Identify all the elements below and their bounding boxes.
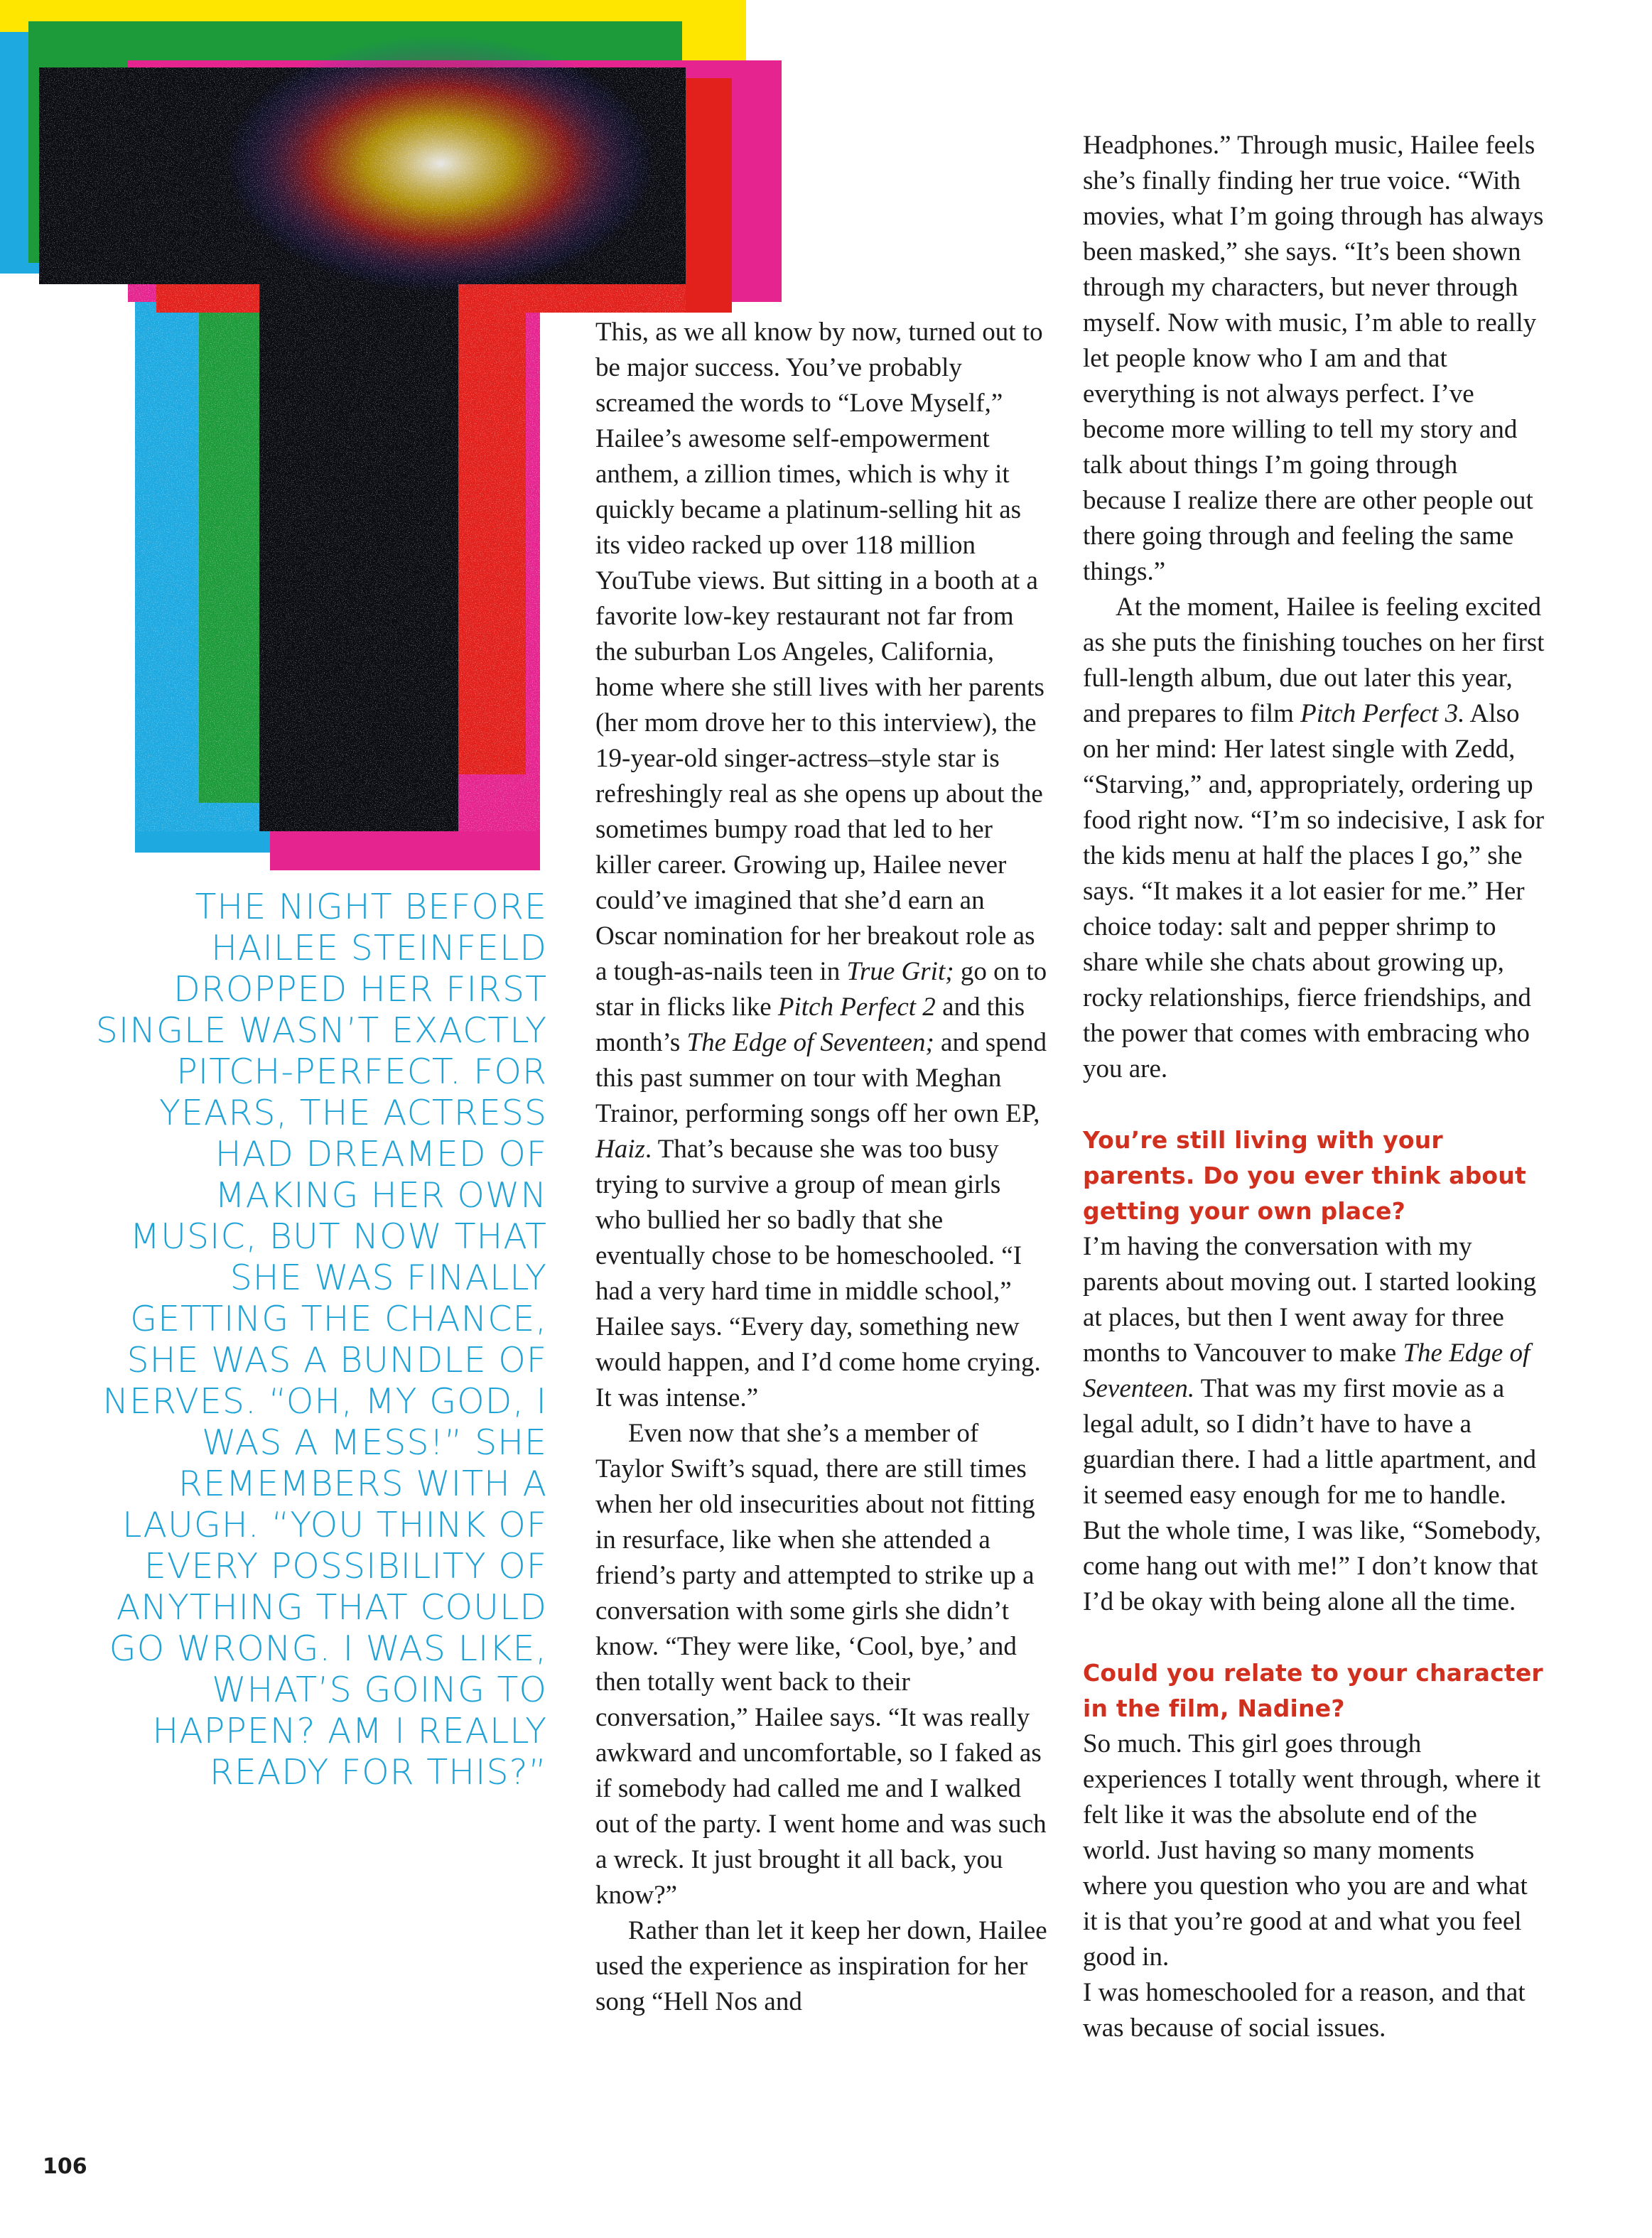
question-2: Could you relate to your character in the film, Nadine? [1083, 1659, 1543, 1722]
text-run: . That’s because she was too busy trying to survive a group of mean girls who bullied her so badly that she eventually chose to be homeschooled. “I had a very hard time in middle school,” Hailee says. “Every day, something new would happen, and I’d come home crying. It was intense.” [595, 1135, 1041, 1412]
title-edge-of-seventeen: The Edge of Seventeen. [1083, 1339, 1530, 1403]
text-run: At the moment, Hailee is feeling excited as she puts the finishing touches on her first full-length album, due out later this year, and prepares to film [1083, 593, 1545, 728]
page-number: 106 [43, 2154, 87, 2179]
text-run: and this month’s [595, 993, 1025, 1057]
answer-2b: I was homeschooled for a reason, and that was because of social issues. [1083, 1978, 1526, 2043]
title-edge-of-seventeen: The Edge of Seventeen; [686, 1028, 934, 1057]
col2-paragraph-1 [595, 315, 1049, 1416]
text-run: This, as we all know by now, turned out to be major success. You’ve probably screamed the words to “Love Myself,” Hailee’s awesome self-empowerment anthem, a zillion times, which is why it quickly became a platinum-selling hit as its video racked up over 118 million YouTube views. But sitting in a booth at a favorite low-key restaurant not far from the suburban Los Angeles, California, home where she still lives with her parents (her mom drove her to this interview), the 19-year-old singer-actress–style star is refreshingly real as she opens up about the sometimes bumpy road that led to her killer career. Growing up, Hailee never could’ve imagined that she’d earn an Oscar nomination for her breakout role as a tough-as-nails teen in [595, 318, 1044, 986]
col3-paragraph-2 [1083, 590, 1545, 1087]
t-grain-texture [39, 67, 686, 831]
title-pitch-perfect-2: Pitch Perfect 2 [777, 993, 936, 1022]
intro-text: THE NIGHT BEFORE HAILEE STEINFELD DROPPED HER FIRST SINGLE WASN’T EXACTLY PITCH-PERFECT. FOR YEARS, THE ACTRESS HAD DREAMED OF MAKING HER OWN MUSIC, BUT NOW THAT SHE WAS FINALLY GETTING THE CHANCE, SHE WAS A BUNDLE OF NERVES. “OH, MY GOD, I WAS A MESS!” SHE REMEMBERS WITH A LAUGH. “YOU THINK OF EVERY POSSIBILITY OF ANYTHING THAT COULD GO WRONG. I WAS LIKE, WHAT’S GOING TO HAPPEN? AM I REALLY READY FOR THIS?” [95, 887, 547, 1793]
intro-paragraph [85, 887, 547, 1793]
answer-1 [1083, 1229, 1545, 1620]
text-run: I’m having the conversation with my parents about moving out. I started looking at places, but then I went away for three months to Vancouver to make [1083, 1232, 1537, 1368]
column-right [1083, 128, 1545, 2046]
text-run: That was my first movie as a legal adult, so I didn’t have to have a guardian there. I had a little apartment, and it seemed easy enough for me to handle. But the whole time, I was like, “Somebody, come hang out with me!” I don’t know that I’d be okay with being alone all the time. [1083, 1374, 1541, 1616]
question-1: You’re still living with your parents. Do you ever think about getting your own place? [1083, 1126, 1526, 1225]
title-pitch-perfect-3: Pitch Perfect 3. [1300, 699, 1465, 728]
col3-paragraph-1: Headphones.” Through music, Hailee feels she’s finally finding her true voice. “With movies, what I’m going through has always been masked,” she says. “It’s been shown through my characters, but never through myself. Now with music, I’m able to really let people know who I am and that everything is not always perfect. I’ve become more willing to tell my story and talk about things I’m going through because I realize there are other people out there going through and feeling the same things.” [1083, 131, 1544, 586]
text-run: go on to star in flicks like [595, 957, 1047, 1022]
col2-paragraph-2: Even now that she’s a member of Taylor Swift’s squad, there are still times when her old insecurities about not fitting in resurface, like when she attended a friend’s party and attempted to strike up a conversation with some girls she didn’t know. “They were like, ‘Cool, bye,’ and then totally went back to their conversation,” Hailee says. “It was really awkward and uncomfortable, so I faked as if somebody had called me and I walked out of the party. I went home and was such a wreck. It just brought it all back, you know?” [595, 1419, 1047, 1910]
text-run: Also on her mind: Her latest single with Zedd, “Starving,” and, appropriately, ordering up food right now. “I’m so indecisive, I ask for the kids menu at half the places I go,” she says. “It makes it a lot easier for me.” Her choice today: salt and pepper shrimp to share while she chats about growing up, rocky relationships, fierce friendships, and the power that comes with embracing who you are. [1083, 699, 1545, 1083]
answer-2a: So much. This girl goes through experiences I totally went through, where it felt like it was the absolute end of the world. Just having so many moments where you question who you are and what it is that you’re good at and what you feel good in. [1083, 1729, 1541, 1972]
title-haiz: Haiz [595, 1135, 645, 1164]
col2-paragraph-3: Rather than let it keep her down, Hailee used the experience as inspiration for her song “Hell Nos and [595, 1916, 1047, 2016]
column-middle [595, 315, 1049, 2020]
title-true-grit: True Grit; [846, 957, 954, 986]
text-run: and spend this past summer on tour with Meghan Trainor, performing songs off her own EP, [595, 1028, 1047, 1128]
